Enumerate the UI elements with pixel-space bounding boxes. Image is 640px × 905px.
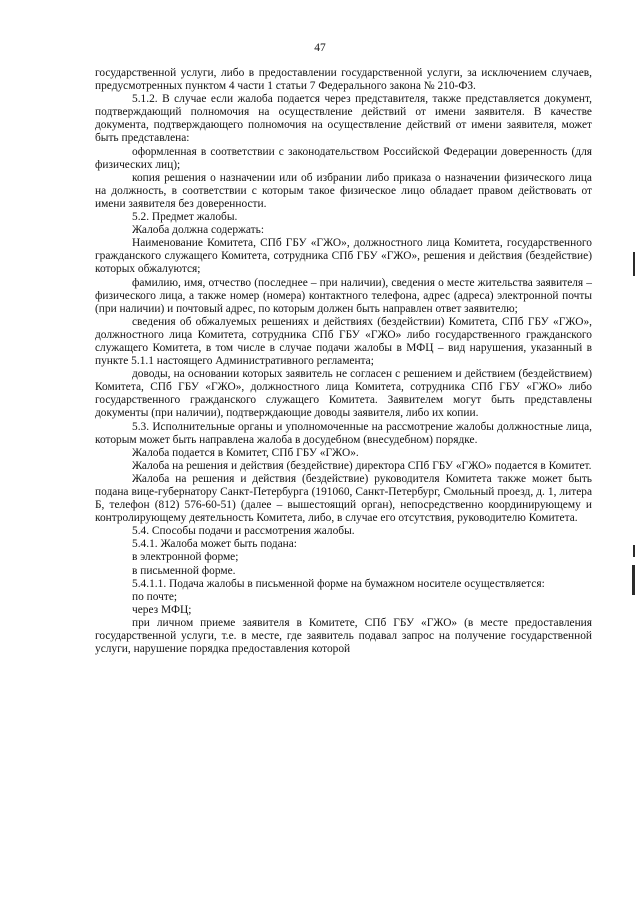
paragraph: копия решения о назначении или об избрании либо приказа о назначении физического лица на должность, в соответствии с которым такое физическое лицо обладает правом действовать от имени заявителя без доверенности. bbox=[95, 171, 592, 210]
paragraph: государственной услуги, либо в предоставлении государственной услуги, за исключением случаев, предусмотренных пунктом 4 части 1 статьи 7 Федерального закона № 210-ФЗ. bbox=[95, 67, 592, 93]
paragraph: 5.4. Способы подачи и рассмотрения жалобы. bbox=[132, 525, 355, 538]
paragraph: Жалоба подается в Комитет, СПб ГБУ «ГЖО». bbox=[132, 446, 359, 459]
paragraph: в электронной форме; bbox=[132, 551, 239, 564]
scan-edge-mark bbox=[632, 565, 635, 595]
paragraph: Жалоба на решения и действия (бездействие) директора СПб ГБУ «ГЖО» подается в Комитет. bbox=[132, 459, 592, 472]
paragraph: по почте; bbox=[132, 590, 178, 603]
paragraph: при личном приеме заявителя в Комитете, СПб ГБУ «ГЖО» (в месте предоставления государственной услуги, т.е. в месте, где заявитель подавал запрос на получение государственной услуги, нарушение порядка предоставления которой bbox=[95, 616, 592, 656]
paragraph: сведения об обжалуемых решениях и действиях (бездействии) Комитета, СПб ГБУ «ГЖО», должностного лица Комитета, сотрудника СПб ГБУ «ГЖО» либо государственного гражданского служащего Комитета, в том числе в случае подачи жалобы в МФЦ – вид нарушения, указанный в пункте 5.1.1 настоящего Административного регламента; bbox=[95, 315, 592, 368]
paragraph: 5.1.2. В случае если жалоба подается через представителя, также представляется документ, подтверждающий полномочия на осуществление действий от имени заявителя. В качестве документа, подтверждающего полномочия на осуществление действий от имени заявителя, может быть представлена: bbox=[95, 93, 592, 145]
paragraph: 5.4.1. Жалоба может быть подана: bbox=[132, 538, 297, 551]
paragraph: 5.4.1.1. Подача жалобы в письменной форме на бумажном носителе осуществляется: bbox=[132, 577, 545, 590]
scan-edge-mark bbox=[633, 545, 635, 557]
paragraph: Жалоба должна содержать: bbox=[132, 224, 264, 237]
paragraph: Наименование Комитета, СПб ГБУ «ГЖО», должностного лица Комитета, государственного гражданского служащего Комитета, сотрудника СПб ГБУ «ГЖО», решения и действия (бездействие) которых обжалуются; bbox=[95, 237, 592, 276]
document-body bbox=[95, 67, 592, 656]
paragraph: в письменной форме. bbox=[132, 564, 236, 577]
paragraph: Жалоба на решения и действия (бездействие) руководителя Комитета также может быть подана вице-губернатору Санкт-Петербурга (191060, Санкт-Петербург, Смольный проезд, д. 1, литера Б, телефон (812) 576-60-51) (далее – вышестоящий орган), непосредственно координирующему и контролирующему деятельность Комитета, либо, в случае его отсутствия, руководителю Комитета. bbox=[95, 472, 592, 525]
paragraph: 5.2. Предмет жалобы. bbox=[132, 211, 238, 224]
paragraph: через МФЦ; bbox=[132, 603, 192, 616]
paragraph: фамилию, имя, отчество (последнее – при наличии), сведения о месте жительства заявителя – физического лица, а также номер (номера) контактного телефона, адрес (адреса) электронной почты (при наличии) и почтовый адрес, по которым должен быть направлен ответ заявителю; bbox=[95, 276, 592, 315]
page-number: 47 bbox=[314, 42, 326, 54]
paragraph: 5.3. Исполнительные органы и уполномоченные на рассмотрение жалобы должностные лица, которым может быть направлена жалоба в досудебном (внесудебном) порядке. bbox=[95, 420, 592, 446]
scan-edge-mark bbox=[633, 252, 635, 276]
paragraph: доводы, на основании которых заявитель не согласен с решением и действием (бездействием) Комитета, СПб ГБУ «ГЖО», должностного лица Комитета, сотрудника СПб ГБУ «ГЖО» либо государственного гражданского служащего Комитета. Заявителем могут быть представлены документы (при наличии), подтверждающие доводы заявителя, либо их копии. bbox=[95, 368, 592, 420]
paragraph: оформленная в соответствии с законодательством Российской Федерации доверенность (для физических лиц); bbox=[95, 145, 592, 171]
